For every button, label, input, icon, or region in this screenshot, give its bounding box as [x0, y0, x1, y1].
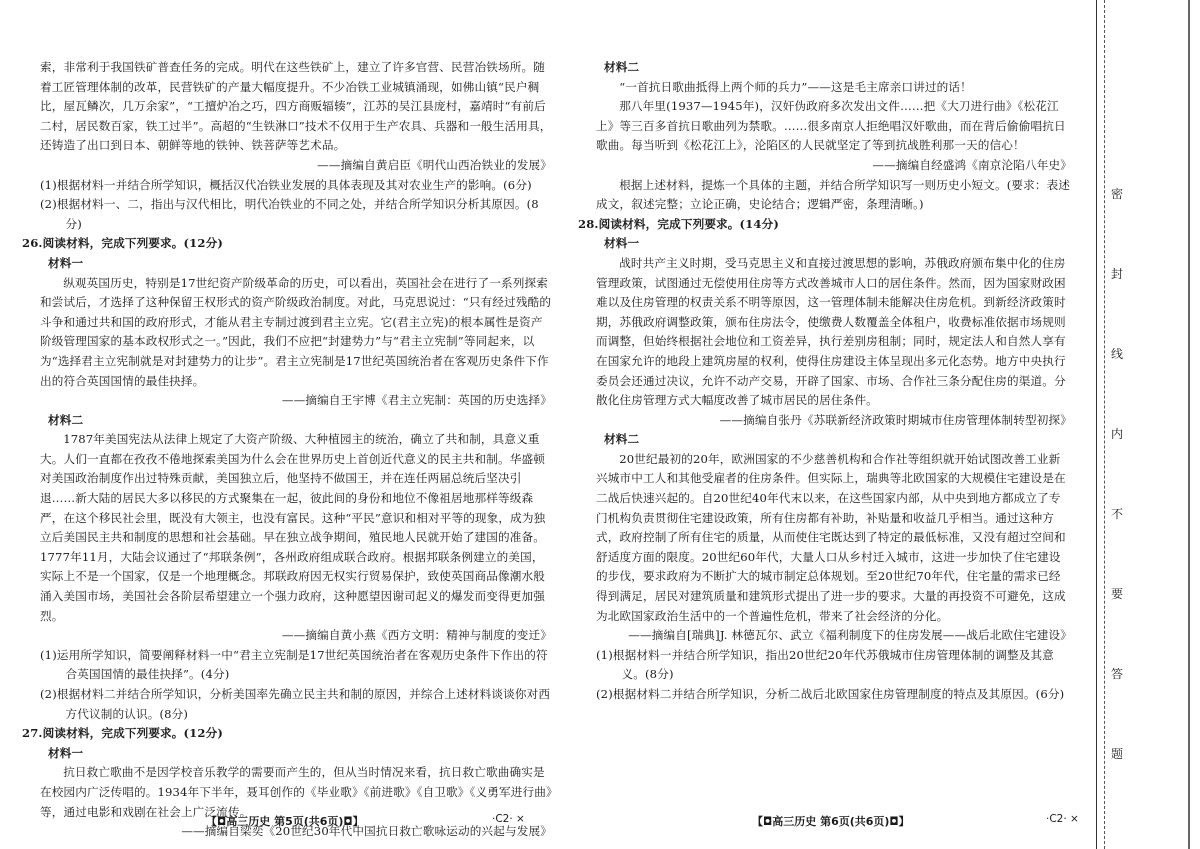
seal-line-char: 内 — [1110, 427, 1123, 441]
material-2-quote: “一首抗日歌曲抵得上两个师的兵力”——这是毛主席亲口讲过的话！ — [619, 79, 972, 94]
question-26-material-1: 纵观英国历史，特别是17世纪资产阶级革命的历史，可以看出，英国社会在进行了一系列探索和尝试后，才选择了这种保留王权形式的资产阶级政治制度。对此，马克思说过：“只有经过残酷的斗争和通过共和国的政府形式，才能从君主专制过渡到君主立宪。它(君主立宪)的根本属性是资产阶级管理国家的基本政权形式之一。”因此，我们不应把“封建势力”与“君主立宪制”等同起来，以为“选择君主立宪制就是对封建势力的让步”。君主立宪制是17世纪英国统治者在客观历史条件下作出的符合英国国情的最佳抉择。 — [40, 275, 552, 388]
material-1-label: 材料一 — [48, 255, 84, 270]
material-2-text: 那八年里(1937—1945年)，汉奸伪政府多次发出文件……把《大刀进行曲》《松花江上》等三百多首抗日歌曲列为禁歌。……很多南京人拒绝唱汉奸歌曲，而在背后偷偷唱抗日歌曲。每当听到《松花江上》，沦陷区的人民就坚定了等到抗战胜利那一天的信心！ — [596, 99, 1066, 153]
source-citation: ——摘编自梁奕《20世纪30年代中国抗日救亡歌咏运动的兴起与发展》 — [181, 824, 552, 839]
question-28-1: (1)根据材料一并结合所学知识，指出20世纪20年代苏俄城市住房管理体制的调整及其意义。(8分) — [596, 647, 1055, 682]
seal-line-char: 题 — [1110, 747, 1123, 761]
material-2-label: 材料二 — [604, 60, 640, 74]
question-26-heading: 26.阅读材料，完成下列要求。(12分) — [22, 236, 223, 251]
question-28-heading: 28.阅读材料，完成下列要求。(14分) — [578, 216, 779, 231]
question-26-2: (2)根据材料二并结合所学知识，分析美国率先确立民主共和制的原因，并综合上述材料谈谈你对西方代议制的认识。(8分) — [40, 687, 551, 721]
question-25-2: (2)根据材料一、二，指出与汉代相比，明代冶铁业的不同之处，并结合所学知识分析其原因。(8分) — [40, 197, 539, 231]
page-edge-line — [1188, 0, 1190, 849]
seal-line-char: 答 — [1110, 667, 1123, 681]
source-citation: ——摘编自王宇博《君主立宪制：英国的历史选择》 — [281, 393, 552, 408]
source-citation: ——摘编自黄启臣《明代山西冶铁业的发展》 — [317, 157, 552, 172]
question-27-task: 根据上述材料，提炼一个具体的主题，并结合所学知识写一则历史小短文。(要求：表述成文，叙述完整；立论正确，史论结合；逻辑严密，条理清晰。) — [596, 177, 1071, 212]
question-25-1: (1)根据材料一并结合所学知识，概括汉代冶铁业发展的具体表现及其对农业生产的影响。(6分) — [40, 177, 532, 192]
question-28-material-1: 战时共产主义时期，受马克思主义和直接过渡思想的影响，苏俄政府颁布集中化的住房管理政策，试图通过无偿使用住房等方式改善城市人口的居住条件。然而，因为国家财政困难以及住房管理的权责关系不明等原因，这一管理体制未能解决住房危机。到新经济政策时期，苏俄政府调整政策，颁布住房法令，使缴费人数覆盖全体租户，收费标准依据市场规则而调整，但始终根据社会地位和工资差异，执行差别房租制；同时，规定法人和自然人享有在国家允许的地段上建筑房屋的权利，使得住房建设主体呈现出多元化态势。地方中央执行委员会还通过决议，允许不动产交易，开辟了国家、市场、合作社三条分配住房的渠道。分散化住房管理方式大幅度改善了城市居民的居住条件。 — [596, 255, 1066, 408]
question-26-material-2: 1787年美国宪法从法律上规定了大资产阶级、大种植园主的统治，确立了共和制，具意义重大。人们一直都在孜孜不倦地探索美国为什么会在世界历史上首创近代意义的民主共和制。华盛顿对美国政治制度作出过特殊贡献，美国独立后，他坚持不做国王，并在连任两届总统后坚决引退……新大陆的居民大多以移民的方式聚集在一起，彼此间的身份和地位不像祖居地那样等级森严，在这个移民社会里，既没有大领主，也没有富民。这种“平民”意识和相对平等的现象，成为独立后美国民主共和制度的思想和社会基础。早在独立战争期间，殖民地人民就开始了建国的准备。1777年11月，大陆会议通过了“邦联条例”，各州政府组成联合政府。根据邦联条例建立的美国，实际上不是一个国家，仅是一个地理概念。邦联政府因无权实行贸易保护，致使英国商品像潮水般涌入美国市场，美国社会各阶层希望建立一个强力政府，这种愿望因谢司起义的爆发而变得更加强烈。 — [40, 432, 546, 623]
page-footer-left: 【◘高三历史 第5页(共6页)◘】 — [206, 815, 364, 828]
material-1-label: 材料一 — [604, 236, 640, 251]
question-27-material-1: 抗日救亡歌曲不是因学校音乐教学的需要而产生的，但从当时情况来看，抗日救亡歌曲确实是在校园内广泛传唱的。1934年下半年，聂耳创作的《毕业歌》《前进歌》《自卫歌》《义勇军进行曲》等，通过电影和戏剧在社会上广泛流传。 — [40, 765, 552, 819]
seal-line-char: 封 — [1110, 267, 1123, 281]
question-28-material-2: 20世纪最初的20年，欧洲国家的不少慈善机构和合作社等组织就开始试图改善工业新兴城市中工人和其他受雇者的住房条件。但实际上，瑞典等北欧国家的大规模住宅建设是在二战后快速兴起的。自20世纪40年代末以来，在这些国家内部，从中央到地方都成立了专门机构负责贯彻住宅建设政策，所有住房都有补助，补贴量和收益几乎相当。通过这种方式，政府控制了所有住宅的质量，从而使住宅既达到了特定的最低标准，又没有超过空间和舒适度方面的限度。20世纪60年代，大量人口从乡村迁入城市，这进一步加快了住宅建设的步伐，要求政府为不断扩大的城市制定总体规划。至20世纪70年代，住宅量的需求已经得到满足，居民对建筑质量和建筑形式提出了进一步的要求。大量的再投资不可避免，这成为北欧国家政治生活中的一个普遍性危机，带来了社会经济的分化。 — [596, 451, 1066, 623]
source-citation: ——摘编自经盛鸿《南京沦陷八年史》 — [872, 157, 1072, 172]
page-code-left: ·C2· × — [492, 813, 525, 825]
question-26-1: (1)运用所学知识，简要阐释材料一中“君主立宪制是17世纪英国统治者在客观历史条件下作出的符合英国国情的最佳抉择”。(4分) — [40, 647, 548, 682]
seal-line-char: 不 — [1110, 507, 1123, 521]
page-footer-right: 【◘高三历史 第6页(共6页)◘】 — [752, 815, 910, 828]
right-page-column — [578, 58, 1072, 809]
seal-line-char: 线 — [1110, 347, 1123, 361]
source-citation: ——摘编自[瑞典]J. 林德瓦尔、武立《福利制度下的住房发展——战后北欧住宅建设》 — [628, 628, 1072, 643]
binding-line — [1096, 0, 1097, 849]
material-2-label: 材料二 — [48, 412, 84, 427]
material-2-continuation: 索，非常利于我国铁矿普查任务的完成。明代在这些铁矿上，建立了许多官营、民营冶铁场所。随着工匠管理体制的改革，民营铁矿的产量大幅度提升。不少冶铁工业城镇涌现，如佛山镇“民户稠比，屋瓦鳞次，几万余家”，“工擅炉冶之巧，四方商贩辐辏”，江苏的吴江县庞村，嘉靖时“有前后二村，居民数百家，铁工过半”。高超的“生铁淋口”技术不仅用于生产农具、兵器和一般生活用具，还铸造了出口到日本、朝鲜等地的铁钟、铁菩萨等艺术品。 — [40, 60, 552, 153]
seal-line-char: 要 — [1110, 587, 1123, 601]
material-2-label: 材料二 — [604, 432, 640, 447]
seal-line-char: 密 — [1110, 187, 1123, 201]
question-28-2: (2)根据材料二并结合所学知识，分析二战后北欧国家住房管理制度的特点及其原因。(6分) — [596, 687, 1065, 701]
page-code-right: ·C2· × — [1046, 813, 1079, 825]
source-citation: ——摘编自张丹《苏联新经济政策时期城市住房管理体制转型初探》 — [719, 412, 1072, 427]
material-1-label: 材料一 — [48, 745, 84, 760]
binding-dashed-line — [1104, 0, 1105, 849]
source-citation: ——摘编自黄小燕《西方文明：精神与制度的变迁》 — [281, 628, 552, 643]
question-27-heading: 27.阅读材料，完成下列要求。(12分) — [22, 726, 223, 741]
